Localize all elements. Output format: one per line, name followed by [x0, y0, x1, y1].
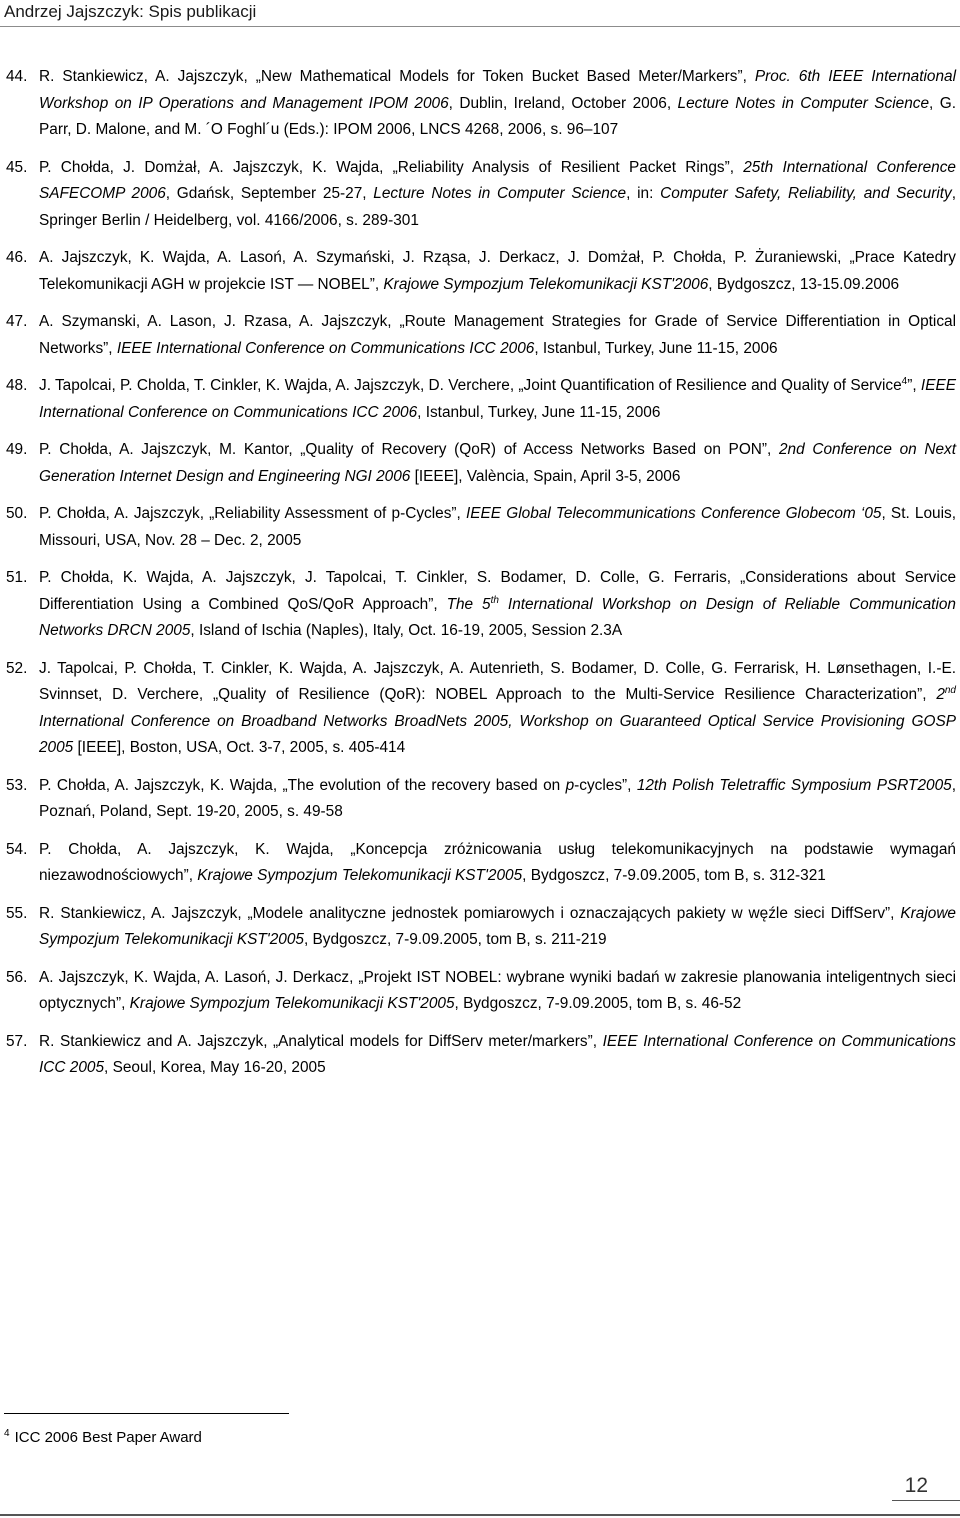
entry-text: R. Stankiewicz, A. Jajszczyk, „Modele analityczne jednostek pomiarowych i oznaczających pakiety w węźle sieci DiffServ”,: [39, 904, 901, 922]
entry-text: , St. Louis, Missouri, USA, Nov. 28 – Dec. 2, 2005: [39, 505, 957, 549]
entry-italic-text: Lecture Notes in Computer Science: [373, 185, 627, 202]
entry-italic-text: IEEE International Conference on Communications ICC 2006: [39, 377, 956, 421]
entry-number: 53.: [6, 776, 28, 794]
footnote-mark: 4: [4, 1428, 10, 1439]
entry-text: P. Chołda, J. Domżał, A. Jajszczyk, K. Wajda, „Reliability Analysis of Resilient Packet Rings”,: [39, 158, 744, 176]
entry-number: 54.: [6, 840, 28, 858]
entry-italic-text: Krajowe Sympozjum Telekomunikacji KST'2006: [383, 275, 709, 293]
entry-text: , G. Parr, D. Malone, and M. ´O Foghl´u (Eds.): IPOM 2006, LNCS 4268, 2006, s. 96–107: [39, 94, 956, 138]
entry-number: 46.: [6, 249, 28, 266]
entry-text: A. Jajszczyk, K. Wajda, A. Lasoń, A. Szymański, J. Rząsa, J. Derkacz, J. Domżał, P. Chołda, P. Żuraniewski, „Prace Katedry Telekomunikacji AGH w projekcie IST — NOBEL”,: [39, 249, 956, 293]
entry-text: J. Tapolcai, P. Chołda, T. Cinkler, K. Wajda, A. Jajszczyk, A. Autenrieth, S. Bodamer, D. Colle, G. Ferrarisk, H. Lønsethagen, I.-E. Svinnset, D. Verchere, „Quality of Resilience (QoR): NOBEL Approach to the Multi-Service Resilience Characterization”,: [39, 659, 956, 703]
superscript: 4: [901, 375, 908, 387]
entry-text: , Dublin, Ireland, October 2006,: [448, 94, 678, 112]
document-title: Andrzej Jajszczyk: Spis publikacji: [4, 2, 257, 21]
entry-italic-text: 25th International Conference SAFECOMP 2006: [39, 158, 956, 202]
entry-text: P. Chołda, A. Jajszczyk, K. Wajda, „The evolution of the recovery based on: [39, 776, 566, 794]
publication-entry: [0, 437, 960, 490]
entry-text: , Springer Berlin / Heidelberg, vol. 4166/2006, s. 289-301: [39, 185, 957, 229]
superscript: th: [490, 594, 499, 606]
entry-number: 51.: [6, 569, 28, 586]
entry-italic-text: Computer Safety, Reliability, and Security: [660, 185, 952, 202]
publication-entry: [0, 901, 960, 954]
footnote: [4, 1428, 202, 1446]
publication-entry: [0, 64, 960, 144]
footnote-text: ICC 2006 Best Paper Award: [14, 1429, 202, 1446]
entry-italic-text: International Workshop on Design of Reliable Communication Networks DRCN 2005: [39, 595, 956, 639]
entry-italic-text: Krajowe Sympozjum Telekomunikacji KST'2005: [39, 904, 956, 948]
publication-entry: [0, 155, 960, 235]
entry-text: , Istanbul, Turkey, June 11-15, 2006: [534, 339, 778, 357]
publication-entry: [0, 656, 960, 762]
entry-number: 44.: [6, 68, 28, 85]
entry-text: P. Chołda, A. Jajszczyk, K. Wajda, „Koncepcja zróżnicowania usług telekomunikacyjnych na podstawie wymagań niezawodnościowych”,: [39, 840, 956, 884]
entry-text: J. Tapolcai, P. Cholda, T. Cinkler, K. Wajda, A. Jajszczyk, D. Verchere, „Joint Quantification of Resilience and Quality of Service: [39, 377, 902, 394]
entry-italic-text: The 5: [446, 595, 491, 613]
entry-italic-text: IEEE International Conference on Communications ICC 2005: [39, 1032, 956, 1076]
footer-divider: [0, 1514, 960, 1516]
publication-entry: [0, 965, 960, 1018]
publication-entry: [0, 565, 960, 645]
entry-text: R. Stankiewicz, A. Jajszczyk, „New Mathematical Models for Token Bucket Based Meter/Markers”,: [39, 68, 755, 85]
publication-entry: [0, 373, 960, 426]
entry-text: A. Jajszczyk, K. Wajda, A. Lasoń, J. Derkacz, „Projekt IST NOBEL: wybrane wyniki badań w zakresie planowania inteligentnych sieci optycznych”,: [39, 968, 956, 1012]
entry-italic-text: Lecture Notes in Computer Science: [677, 94, 930, 112]
entry-text: [IEEE], València, Spain, April 3-5, 2006: [410, 467, 681, 485]
footer-divider-short: [892, 1500, 960, 1501]
entry-text: , Bydgoszcz, 7-9.09.2005, tom B, s. 46-52: [454, 995, 742, 1012]
entry-text: , Istanbul, Turkey, June 11-15, 2006: [417, 403, 661, 421]
entry-text: ”,: [907, 377, 921, 394]
entry-number: 56.: [6, 968, 28, 986]
publication-entry: [0, 1029, 960, 1082]
entry-text: P. Chołda, A. Jajszczyk, „Reliability Assessment of p-Cycles”,: [39, 505, 466, 522]
entry-number: 52.: [6, 659, 28, 677]
entry-italic-text: Krajowe Sympozjum Telekomunikacji KST'2005: [197, 867, 523, 884]
superscript: nd: [944, 684, 956, 696]
entry-italic-text: IEEE Global Telecommunications Conference Globecom ‘05: [465, 505, 882, 522]
entry-italic-text: Krajowe Sympozjum Telekomunikacji KST'2005: [129, 995, 455, 1012]
publication-entry: [0, 773, 960, 826]
entry-number: 57.: [6, 1032, 28, 1050]
entry-italic-text: International Conference on Broadband Networks BroadNets 2005, Workshop on Guaranteed Optical Service Provisioning GOSP 2005: [39, 712, 956, 756]
entry-text: , Bydgoszcz, 7-9.09.2005, tom B, s. 312-321: [522, 867, 826, 884]
entry-text: , Gdańsk, September 25-27,: [165, 185, 374, 202]
page-number: 12: [904, 1474, 928, 1497]
entry-text: [IEEE], Boston, USA, Oct. 3-7, 2005, s. 405-414: [73, 739, 406, 756]
entry-number: 48.: [6, 377, 28, 394]
entry-italic-text: IEEE International Conference on Communications ICC 2006: [116, 339, 535, 357]
entry-italic-text: 2: [936, 686, 945, 703]
entry-text: , in:: [626, 185, 661, 202]
entry-text: P. Chołda, A. Jajszczyk, M. Kantor, „Quality of Recovery (QoR) of Access Networks Based on PON”,: [39, 441, 779, 458]
entry-text: , Bydgoszcz, 7-9.09.2005, tom B, s. 211-219: [303, 931, 607, 948]
entry-italic-text: p: [565, 776, 575, 794]
entry-text: , Bydgoszcz, 13-15.09.2006: [708, 275, 900, 293]
publication-list: [0, 64, 960, 1093]
entry-number: 49.: [6, 441, 28, 458]
entry-italic-text: 12th Polish Teletraffic Symposium PSRT2005: [636, 776, 952, 794]
publication-entry: [0, 245, 960, 298]
entry-number: 47.: [6, 313, 28, 330]
entry-italic-text: Proc. 6th IEEE International Workshop on IP Operations and Management IPOM 2006: [39, 68, 956, 112]
entry-italic-text: 2nd Conference on Next Generation Internet Design and Engineering NGI 2006: [39, 441, 956, 485]
publication-entry: [0, 501, 960, 554]
entry-text: , Island of Ischia (Naples), Italy, Oct. 16-19, 2005, Session 2.3A: [190, 622, 623, 639]
publication-entry: [0, 837, 960, 890]
entry-text: A. Szymanski, A. Lason, J. Rzasa, A. Jajszczyk, „Route Management Strategies for Grade of Service Differentiation in Optical Networks”,: [39, 313, 956, 357]
entry-text: , Seoul, Korea, May 16-20, 2005: [104, 1059, 326, 1076]
entry-number: 55.: [6, 904, 28, 922]
entry-text: R. Stankiewicz and A. Jajszczyk, „Analytical models for DiffServ meter/markers”,: [39, 1032, 603, 1050]
entry-text: -cycles”,: [574, 776, 637, 794]
footnote-divider: [4, 1413, 289, 1414]
entry-text: P. Chołda, K. Wajda, A. Jajszczyk, J. Tapolcai, T. Cinkler, S. Bodamer, D. Colle, G. Ferraris, „Considerations about Service Differentiation Using a Combined QoS/QoR Approach”,: [39, 569, 956, 613]
entry-number: 45.: [6, 158, 28, 176]
page-header: [0, 0, 960, 27]
entry-number: 50.: [6, 505, 28, 522]
publication-entry: [0, 309, 960, 362]
entry-text: , Poznań, Poland, Sept. 19-20, 2005, s. 49-58: [39, 776, 956, 820]
